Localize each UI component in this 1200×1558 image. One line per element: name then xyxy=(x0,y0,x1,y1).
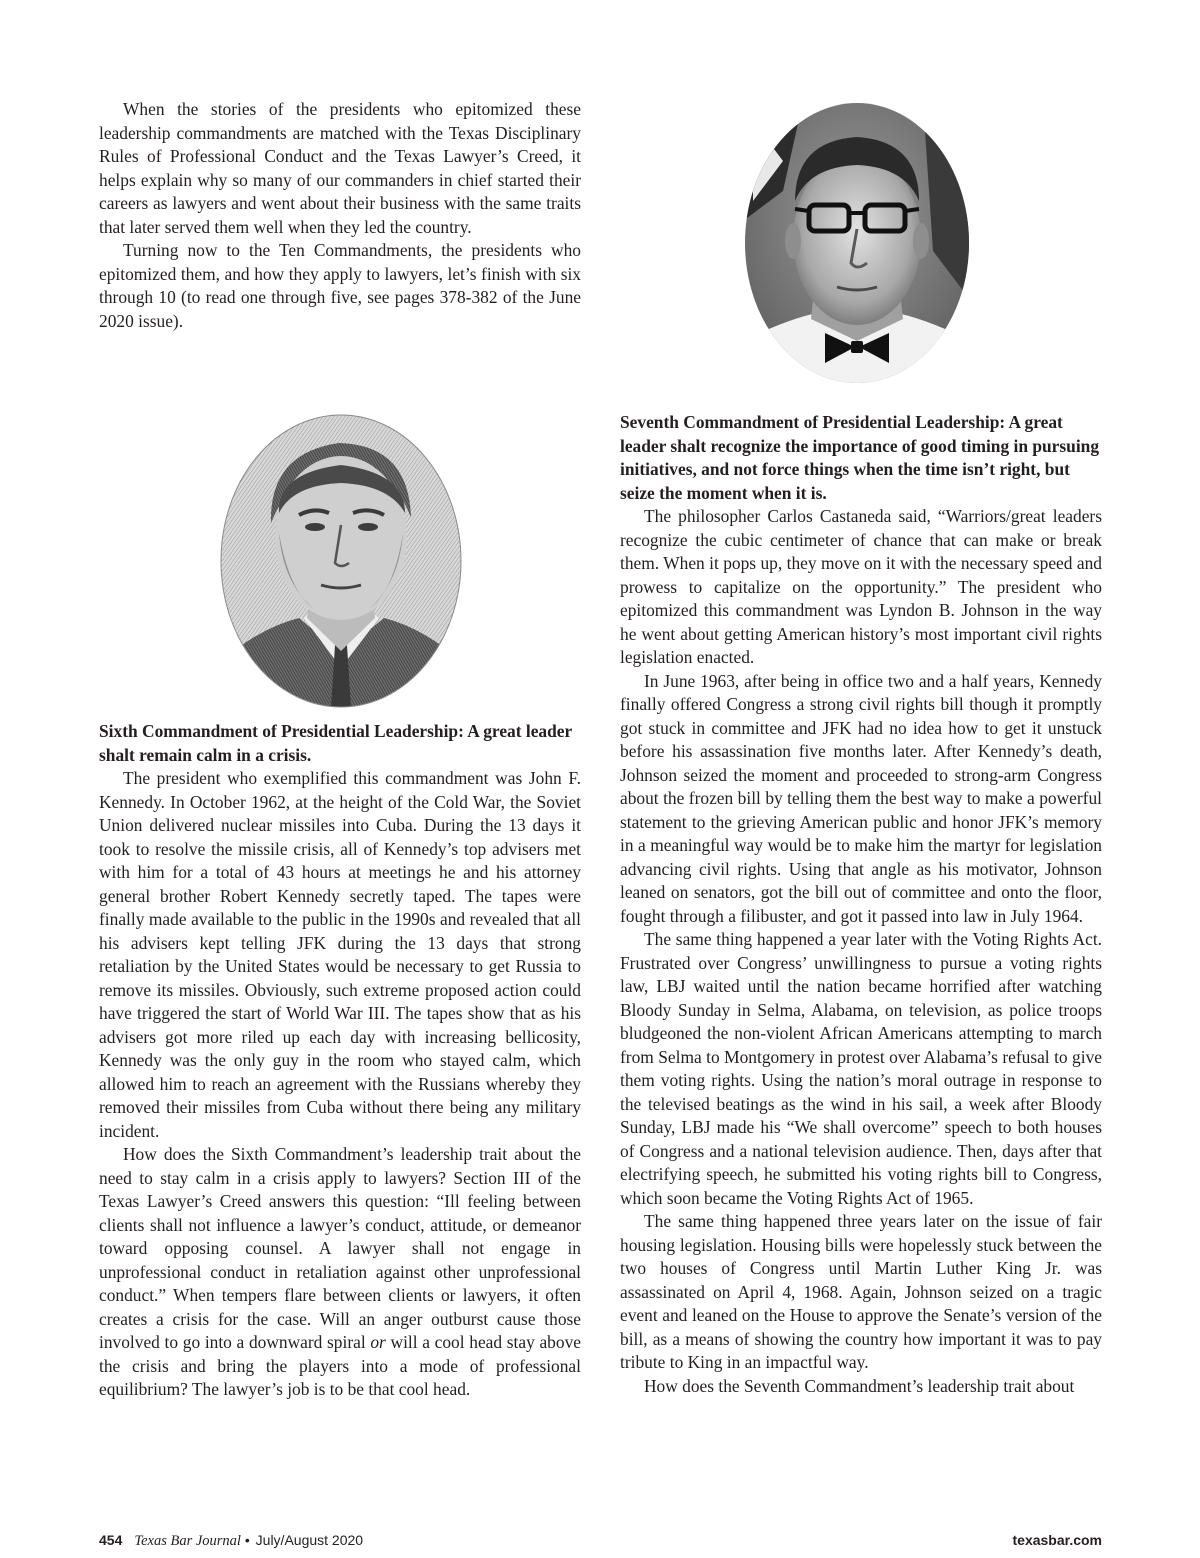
seventh-paragraph-2: In June 1963, after being in office two and a half years, Kennedy finally offered Congress a strong civil rights bill though it promptly got stuck in committee and JFK had no idea how to get it unstuck before his assassination five months later. After Kennedy’s death, Johnson seized the moment and proceeded to strong-arm Congress about the frozen bill by telling them the best way to make a powerful statement to the grieving American public and honor JFK’s memory in a meaningful way would be to make him the martyr for legislation advancing civil rights. Using that angle as his motivator, Johnson leaned on senators, got the bill out of committee and onto the floor, fought through a filibuster, and got it passed into law in July 1964. xyxy=(620,670,1102,926)
issue-date: July/August 2020 xyxy=(255,1532,364,1548)
kennedy-portrait-image xyxy=(219,413,463,709)
seventh-paragraph-4: The same thing happened three years later on the issue of fair housing legislation. Housing bills were hopelessly stuck between the two houses of Congress until Martin Luther King Jr. was assassinated on April 4, 1968. Again, Johnson seized on a tragic event and leaned on the House to approve the Senate’s version of the bill, as a means of showing the country how important it was to pay tribute to King in an impactful way. xyxy=(620,1211,1102,1372)
seventh-paragraph-5: How does the Seventh Commandment’s leadership trait about xyxy=(644,1375,1075,1396)
sixth-paragraph-1: The president who exemplified this commandment was John F. Kennedy. In October 1962, at the height of the Cold War, the Soviet Union delivered nuclear missiles into Cuba. During the 13 days it took to resolve the missile crisis, all of Kennedy’s top advisers met with him for a total of 43 hours at meetings he and his attorney general brother Robert Kennedy secretly taped. The tapes were finally made available to the public in the 1990s and revealed that all his advisers kept telling JFK during the 13 days that strong retaliation by the United States would be necessary to get Russia to remove its missiles. Obviously, such extreme proposed action could have triggered the start of World War III. The tapes show that as his advisers got more riled up each day with increasing bellicosity, Kennedy was the only guy in the room who stayed calm, which allowed him to reach an agreement with the Russians whereby they removed their missiles from Cuba without there being any military incident. xyxy=(99,768,581,1141)
sixth-commandment-heading: Sixth Commandment of Presidential Leadership: A great leader shalt remain calm in a crisis. xyxy=(99,721,572,765)
intro-section xyxy=(99,98,581,333)
footer-separator: • xyxy=(244,1532,250,1548)
page-footer xyxy=(99,1532,1102,1556)
seventh-commandment-heading: Seventh Commandment of Presidential Leadership: A great leader shalt recognize the importance of good timing in pursuing initiatives, and not force things when the time isn’t right, but seize the moment when it is. xyxy=(620,412,1100,503)
seventh-paragraph-1: The philosopher Carlos Castaneda said, “Warriors/great leaders recognize the cubic centimeter of chance that can make or break them. When it pops up, they move on it with the necessary speed and prowess to capitalize on the opportunity.” The president who epitomized this commandment was Lyndon B. Johnson in the way he went about getting American history’s most important civil rights legislation enacted. xyxy=(620,506,1102,667)
page-number: 454 xyxy=(99,1532,123,1548)
intro-paragraph-1: When the stories of the presidents who epitomized these leadership commandments are matched with the Texas Disciplinary Rules of Professional Conduct and the Texas Lawyer’s Creed, it helps explain why so many of our commanders in chief started their careers as lawyers and went about their business with the same traits that later served them well when they led the country. xyxy=(99,99,581,237)
journal-title: Texas Bar Journal xyxy=(134,1533,241,1549)
website-link[interactable]: texasbar.com xyxy=(1012,1532,1102,1548)
sixth-commandment-section xyxy=(99,720,581,1402)
intro-paragraph-2: Turning now to the Ten Commandments, the presidents who epitomized them, and how they apply to lawyers, let’s finish with six through 10 (to read one through five, see pages 378-382 of the June 2020 issue). xyxy=(99,240,581,331)
seventh-commandment-section xyxy=(620,411,1102,1398)
sixth-paragraph-2: How does the Sixth Commandment’s leadership trait about the need to stay calm in a crisis apply to lawyers? Section III of the Texas Lawyer’s Creed answers this question: “Ill feeling between clients shall not influence a lawyer’s conduct, attitude, or demeanor toward opposing counsel. A lawyer shall not engage in unprofessional conduct in retaliation against other unprofessional conduct.” When tempers flare between clients or lawyers, it often creates a crisis for the case. Will an anger outburst cause those involved to go into a downward spiral or will a cool head stay above the crisis and bring the players into a mode of professional equilibrium? The lawyer’s job is to be that cool head. xyxy=(99,1144,581,1399)
seventh-paragraph-3: The same thing happened a year later with the Voting Rights Act. Frustrated over Congress’ unwillingness to pursue a voting rights law, LBJ waited until the nation became horrified after watching Bloody Sunday in Selma, Alabama, on television, as police troops bludgeoned the non-violent African Americans attempting to march from Selma to Montgomery in protest over Alabama’s refusal to give them voting rights. Using the nation’s moral outrage in response to the televised beatings as the wind in his sail, a week after Bloody Sunday, LBJ made his “We shall overcome” speech to both houses of Congress and a national television audience. Then, days after that electrifying speech, he submitted his voting rights bill to Congress, which soon became the Voting Rights Act of 1965. xyxy=(620,929,1102,1208)
johnson-portrait-image xyxy=(743,101,971,385)
